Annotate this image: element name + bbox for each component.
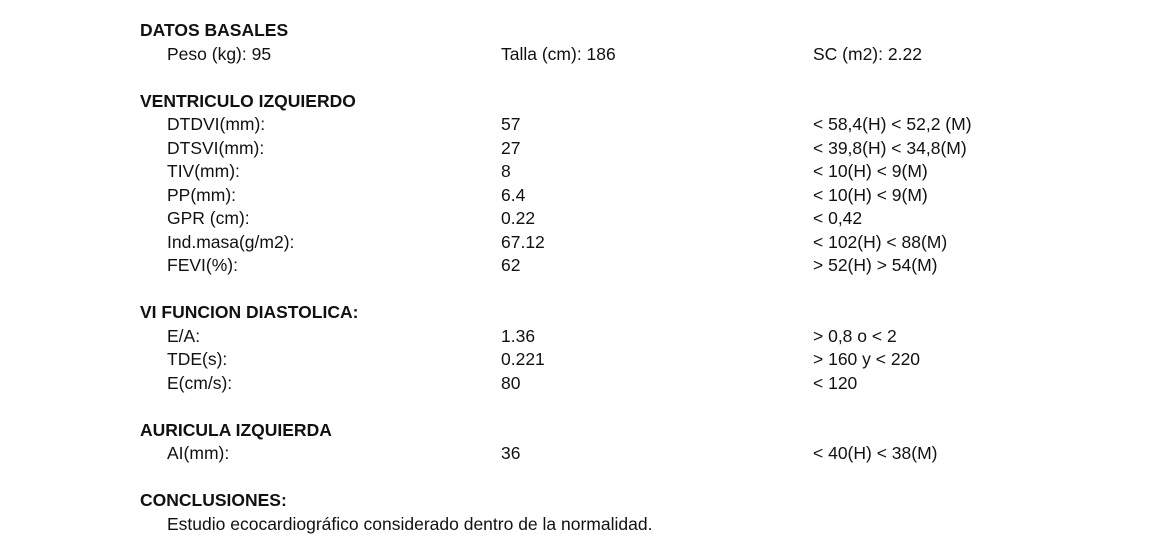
- measurement-row: [140, 231, 1140, 255]
- measurement-row: [140, 372, 1140, 396]
- measurement-row: [140, 348, 1140, 372]
- measurement-value: 67.12: [501, 231, 545, 252]
- conclusion-text: Estudio ecocardiográfico considerado dentro de la normalidad.: [167, 513, 653, 534]
- reference-range: > 0,8 o < 2: [813, 325, 897, 346]
- measurement-label: E(cm/s):: [167, 372, 233, 393]
- measurement-label: DTDVI(mm):: [167, 114, 266, 134]
- measurement-value: 0.221: [501, 349, 545, 369]
- measurement-row: [140, 207, 1140, 231]
- measurement-value: 8: [501, 161, 511, 181]
- reference-range: < 102(H) < 88(M): [813, 231, 948, 252]
- section-title: DATOS BASALES: [140, 20, 289, 40]
- section-funcion-diastolica: [140, 301, 1140, 395]
- measurement-row: [140, 442, 1140, 466]
- measurement-label: GPR (cm):: [167, 208, 250, 228]
- section-datos-basales: [140, 19, 1140, 66]
- reference-range: < 10(H) < 9(M): [813, 161, 928, 181]
- section-ventriculo-izquierdo: [140, 90, 1140, 278]
- measurement-row: [140, 325, 1140, 349]
- measurement-label: E/A:: [167, 325, 201, 346]
- section-conclusiones: [140, 489, 1140, 536]
- sc-value: SC (m2): 2.22: [813, 43, 922, 64]
- measurement-value: 36: [501, 443, 521, 463]
- measurement-value: 6.4: [501, 184, 526, 205]
- measurement-label: PP(mm):: [167, 184, 237, 205]
- measurement-row: [140, 254, 1140, 278]
- reference-range: < 58,4(H) < 52,2 (M): [813, 114, 972, 134]
- measurement-row: [140, 113, 1140, 137]
- section-auricula-izquierda: [140, 419, 1140, 466]
- echo-report: [140, 19, 1140, 536]
- measurement-value: 0.22: [501, 208, 536, 228]
- measurement-label: Ind.masa(g/m2):: [167, 231, 295, 252]
- measurement-value: 80: [501, 372, 521, 393]
- section-title: VI FUNCION DIASTOLICA:: [140, 302, 359, 322]
- measurement-value: 57: [501, 114, 521, 134]
- talla-value: Talla (cm): 186: [501, 43, 616, 64]
- section-title: VENTRICULO IZQUIERDO: [140, 90, 356, 111]
- reference-range: < 10(H) < 9(M): [813, 184, 928, 205]
- section-title: AURICULA IZQUIERDA: [140, 419, 332, 440]
- measurement-label: FEVI(%):: [167, 255, 238, 275]
- peso-value: Peso (kg): 95: [167, 43, 272, 64]
- measurement-value: 27: [501, 137, 521, 158]
- reference-range: < 0,42: [813, 208, 863, 228]
- measurement-label: TIV(mm):: [167, 161, 240, 181]
- section-title: CONCLUSIONES:: [140, 490, 287, 510]
- reference-range: < 120: [813, 372, 858, 393]
- measurement-label: DTSVI(mm):: [167, 137, 265, 158]
- reference-range: < 39,8(H) < 34,8(M): [813, 137, 967, 158]
- reference-range: > 52(H) > 54(M): [813, 255, 938, 275]
- measurement-label: AI(mm):: [167, 443, 230, 463]
- measurement-row: [140, 160, 1140, 184]
- reference-range: < 40(H) < 38(M): [813, 443, 938, 463]
- measurement-label: TDE(s):: [167, 349, 228, 369]
- basal-row: [140, 43, 1140, 67]
- measurement-row: [140, 184, 1140, 208]
- measurement-value: 1.36: [501, 325, 536, 346]
- measurement-value: 62: [501, 255, 521, 275]
- measurement-row: [140, 137, 1140, 161]
- reference-range: > 160 y < 220: [813, 349, 921, 369]
